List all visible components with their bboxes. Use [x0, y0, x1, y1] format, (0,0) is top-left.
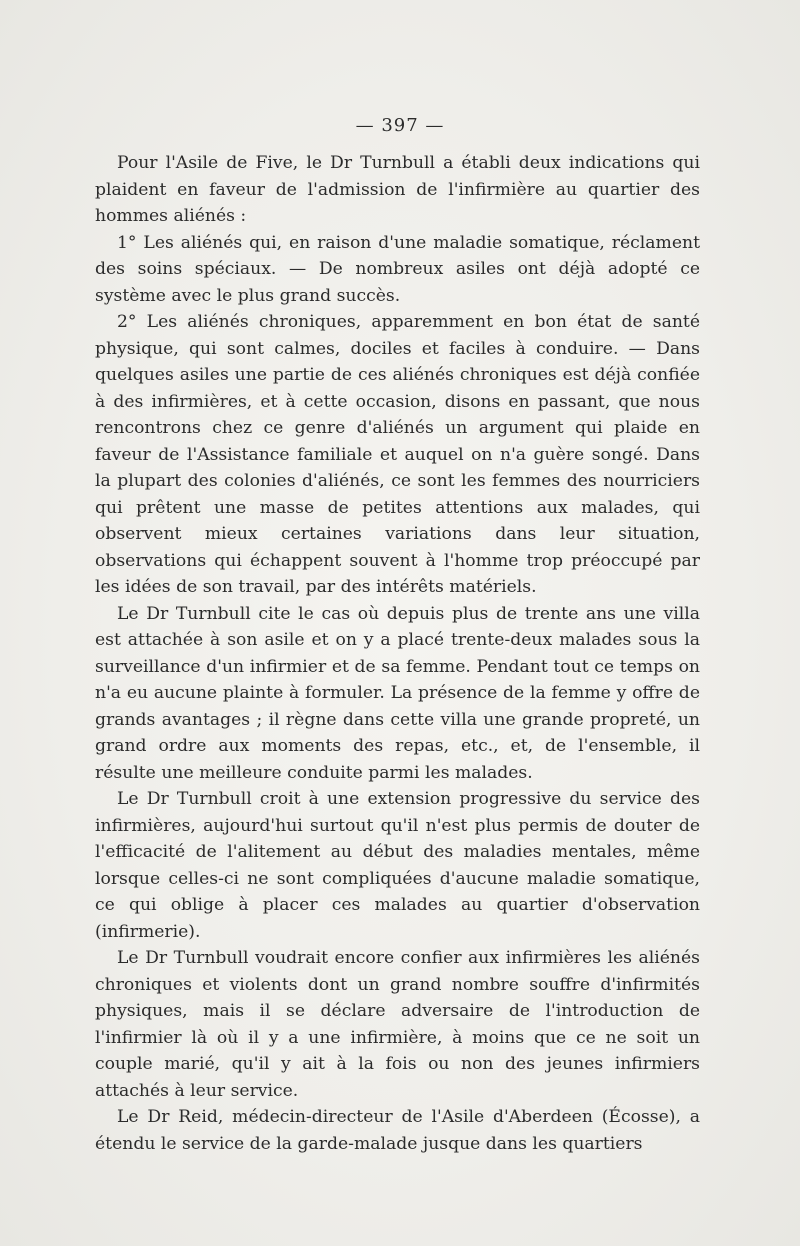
paragraph-4: Le Dr Turnbull cite le cas où depuis plus de trente ans une villa est attachée à son asile et on y a placé trente-deux malades sous la surveillance d'un infirmier et de sa femme. Pendant tout ce temps on n'a eu aucune plainte à formuler. La présence de la femme y offre de grands avantages ; il règne dans cette villa une grande propreté, un grand ordre aux moments des repas, etc., et, de l'ensemble, il résulte une meilleure conduite parmi les malades. [95, 603, 700, 783]
paragraph-6: Le Dr Turnbull voudrait encore confier aux infirmières les aliénés chroniques et violents dont un grand nombre souffre d'infirmités physiques, mais il se déclare adversaire de l'introduction de l'infirmier là où il y a une infirmière, à moins que ce ne soit un couple marié, qu'il y ait à la fois ou non des jeunes infirmiers attachés à leur service. [95, 948, 700, 1101]
body-text [95, 150, 700, 1157]
paragraph-5: Le Dr Turnbull croit à une extension progressive du service des infirmières, aujourd'hui surtout qu'il n'est plus permis de douter de l'efficacité de l'alitement au début des maladies mentales, même lorsque celles-ci ne sont compliquées d'aucune maladie somatique, ce qui oblige à placer ces malades au quartier d'observation (infirmerie). [95, 789, 700, 942]
paragraph-1: Pour l'Asile de Five, le Dr Turnbull a établi deux indications qui plaident en faveur de l'admission de l'infirmière au quartier des hommes aliénés : [95, 153, 700, 226]
paragraph-3: 2° Les aliénés chroniques, apparemment en bon état de santé physique, qui sont calmes, dociles et faciles à conduire. — Dans quelques asiles une partie de ces aliénés chroniques est déjà confiée à des infirmières, et à cette occasion, disons en passant, que nous rencontrons chez ce genre d'aliénés un argument qui plaide en faveur de l'Assistance familiale et auquel on n'a guère songé. Dans la plupart des colonies d'aliénés, ce sont les femmes des nourriciers qui prêtent une masse de petites attentions aux malades, qui observent mieux certaines variations dans leur situation, observations qui échappent souvent à l'homme trop préoccupé par les idées de son travail, par des intérêts matériels. [95, 312, 700, 597]
paragraph-2: 1° Les aliénés qui, en raison d'une maladie somatique, réclament des soins spéciaux. — De nombreux asiles ont déjà adopté ce système avec le plus grand succès. [95, 232, 700, 306]
page-number: — 397 — [355, 115, 445, 136]
paragraph-7: Le Dr Reid, médecin-directeur de l'Asile d'Aberdeen (Écosse), a étendu le service de la garde-malade jusque dans les quartiers [95, 1107, 700, 1154]
